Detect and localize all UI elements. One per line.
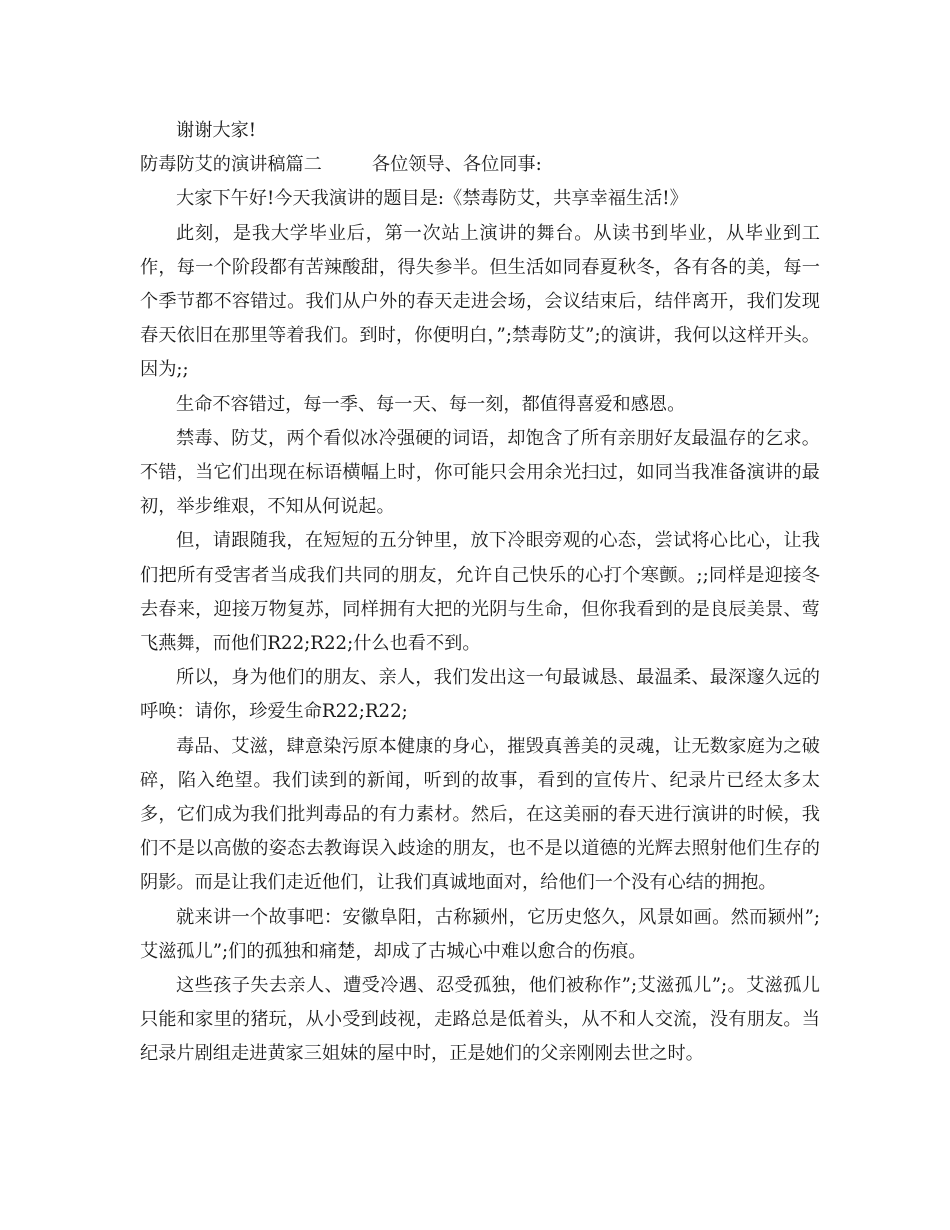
- document-body: [140, 114, 820, 1072]
- section-heading-line: [140, 148, 820, 182]
- body-paragraph: 此刻，是我大学毕业后，第一次站上演讲的舞台。从读书到毕业，从毕业到工作，每一个阶段都有苦辣酸甜，得失参半。但生活如同春夏秋冬，各有各的美，每一个季节都不容错过。我们从户外的春天走进会场，会议结束后，结伴离开，我们发现春天依旧在那里等着我们。到时，你便明白，”;禁毒防艾”;的演讲，我何以这样开头。因为;;: [140, 222, 820, 381]
- body-paragraph: 所以，身为他们的朋友、亲人，我们发出这一句最诚恳、最温柔、最深邃久远的呼唤：请你，珍爱生命R22;R22;: [140, 667, 820, 723]
- body-paragraph: 生命不容错过，每一季、每一天、每一刻，都值得喜爱和感恩。: [176, 393, 686, 415]
- greeting-paragraph: 大家下午好!今天我演讲的题目是:《禁毒防艾，共享幸福生活!》: [176, 188, 688, 210]
- body-paragraph: 就来讲一个故事吧：安徽阜阳，古称颍州，它历史悠久，风景如画。然而颍州”;艾滋孤儿”;们的孤独和痛楚，却成了古城心中难以愈合的伤痕。: [140, 906, 820, 962]
- body-paragraph: 这些孩子失去亲人、遭受冷遇、忍受孤独，他们被称作”;艾滋孤儿”;。艾滋孤儿只能和家里的猪玩，从小受到歧视，走路总是低着头，从不和人交流，没有朋友。当纪录片剧组走进黄家三姐妹的屋中时，正是她们的父亲刚刚去世之时。: [140, 975, 820, 1065]
- body-paragraph: 但，请跟随我，在短短的五分钟里，放下冷眼旁观的心态，尝试将心比心，让我们把所有受害者当成我们共同的朋友，允许自己快乐的心打个寒颤。;;同样是迎接冬去春来，迎接万物复苏，同样拥有大把的光阴与生命，但你我看到的是良辰美景、莺飞燕舞，而他们R22;R22;什么也看不到。: [140, 530, 820, 655]
- body-paragraph: 禁毒、防艾，两个看似冰冷强硬的词语，却饱含了所有亲朋好友最温存的乞求。不错，当它们出现在标语横幅上时，你可能只会用余光扫过，如同当我准备演讲的最初，举步维艰，不知从何说起。: [140, 427, 820, 518]
- closing-thanks: 谢谢大家!: [176, 120, 257, 141]
- body-paragraph: 毒品、艾滋，肆意染污原本健康的身心，摧毁真善美的灵魂，让无数家庭为之破碎，陷入绝望。我们读到的新闻，听到的故事，看到的宣传片、纪录片已经太多太多，它们成为我们批判毒品的有力素材。然后，在这美丽的春天进行演讲的时候，我们不是以高傲的姿态去教诲误入歧途的朋友，也不是以道德的光辉去照射他们生存的阴影。而是让我们走近他们，让我们真诚地面对，给他们一个没有心结的拥抱。: [140, 735, 820, 894]
- section-title: 防毒防艾的演讲稿篇二: [140, 154, 322, 176]
- salutation: 各位领导、各位同事:: [371, 154, 542, 176]
